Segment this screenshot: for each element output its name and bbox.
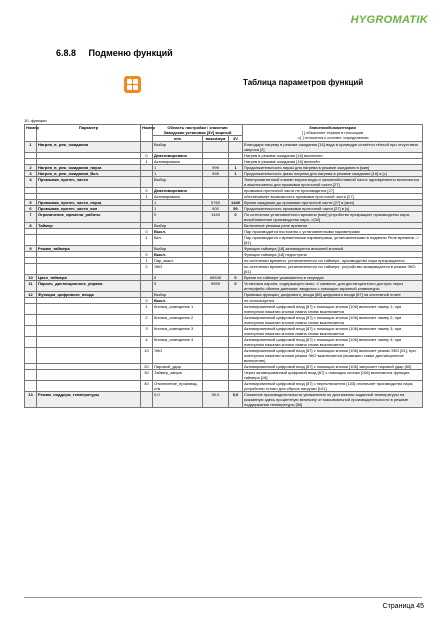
row-value: Продолжительность фазы нагрева для нагрева в режиме ожидания [16] в [с] (243, 171, 423, 177)
row-factory: 0,0 (153, 392, 203, 408)
row-factory: Выбор (153, 292, 203, 298)
row-num: 7 (25, 212, 37, 223)
row-value: Функция таймера [18] активируется внешней кнопкой (243, 246, 423, 252)
row-factory: ЭКО (153, 348, 203, 364)
row-min: 50,0 (203, 392, 229, 408)
row-factory: Выбор (153, 223, 203, 229)
row-min (203, 315, 229, 326)
page-number: Страница 45 (382, 603, 424, 610)
row-value: Продолжительность паузы для нагрева в режиме ожидания в [мин] (243, 165, 423, 171)
row-min (203, 326, 229, 337)
row-value: Активированный цифровой вход [87] с помощью кнопки [106] включает лампу 3; при повторном нажатии кнопки лампа снова выключается (243, 326, 423, 337)
row-factory: Деактивировано (153, 188, 203, 194)
row-min: 900 (203, 206, 229, 212)
row-num (25, 315, 37, 326)
row-max: 0,0 (229, 392, 243, 408)
row-value: Снижение производительности увлажнения по достижении заданной температуры на указанную здесь процентную величину от максимальной производительности в режиме поддержания температуры [56] (243, 392, 423, 408)
row-subnum: 30 (141, 370, 153, 381)
col-header-min: min (153, 136, 203, 142)
row-min (203, 370, 229, 381)
row-factory: Выбор (153, 177, 203, 188)
row-param: Пароль_дистанционное_управл. (37, 281, 141, 292)
row-num (25, 370, 37, 381)
row-max: 1440 (229, 200, 243, 206)
row-param: Промывка_протеч_части_вкл (37, 206, 141, 212)
row-value: не используется (243, 298, 423, 304)
table-row (25, 212, 423, 223)
row-factory: Отключение_производ-ств (153, 381, 203, 392)
header-bar (0, 0, 446, 28)
row-value: по истечении времени, установленного на таймере, устройство возвращается в режим ЭКО [61] (243, 264, 423, 275)
table-row (25, 348, 423, 364)
row-param: Промывка_протеч_части (37, 177, 141, 188)
table-row (25, 235, 423, 246)
row-value: Нагрев в режиме ожидания [16] выключен (243, 153, 423, 159)
table-row (25, 142, 423, 153)
row-factory: 0 (153, 275, 203, 281)
row-factory: Кнопка_освещение 3 (153, 326, 203, 337)
table-row (25, 315, 423, 326)
row-min: 999 (203, 171, 229, 177)
footer-divider (24, 597, 422, 598)
row-max: 0 (229, 275, 243, 281)
row-min: 999 (203, 165, 229, 171)
row-max: 1 (229, 171, 243, 177)
row-subnum (141, 212, 153, 223)
row-min (203, 304, 229, 315)
row-value: Продолжительность промывки проточной части [27] в [с] (243, 206, 423, 212)
table-row (25, 381, 423, 392)
row-max (229, 337, 243, 348)
row-value: Электромагнитный клапан впуска воды и заливной/сливной насос одновременно включаются и выключаются для промывки проточной части [27] (243, 177, 423, 188)
row-min: 1440 (203, 212, 229, 223)
row-num (25, 235, 37, 246)
row-num: 5 (25, 200, 37, 206)
row-factory: Кнопка_освещение 1 (153, 304, 203, 315)
row-max: 0 (229, 212, 243, 223)
table-row (25, 177, 423, 188)
table-row (25, 281, 423, 292)
col-header-values: Значения/Комментарии [ ] объясняет термин в глоссарии ->[ ] относится к соответ. определению (243, 125, 423, 142)
section-title: Подменю функций (88, 48, 173, 58)
row-subnum: 1 (141, 194, 153, 200)
row-max (229, 142, 243, 153)
row-factory: 0 (153, 281, 203, 292)
row-factory: 1 (153, 165, 203, 171)
row-subnum: 40 (141, 381, 153, 392)
row-factory: Вкл. (153, 235, 203, 246)
row-min: 9999 (203, 281, 229, 292)
row-factory: Выкл. (153, 229, 203, 235)
row-value: Активированный цифровой вход [87] с помощью кнопки [106] запускает паровой удар [60] (243, 364, 423, 370)
row-factory: 1 (153, 171, 203, 177)
row-min (203, 177, 229, 188)
row-value: Благодаря нагреву в режиме ожидания [16] вода в цилиндре остаётся тёплой при отсутствии запроса [2] (243, 142, 423, 153)
row-value: Через активированный цифровой вход [87] с помощью кнопки [106] включается функция таймера [18] (243, 370, 423, 381)
col-header-sv: 3V (229, 136, 243, 142)
row-value: Активированный цифровой вход [87] с помощью кнопки [106] включает лампу 4; при повторном нажатии кнопки лампа снова выключается (243, 337, 423, 348)
row-value: Нагрев в режиме ожидания [16] включён (243, 159, 423, 165)
col-header-num2: Номер (141, 125, 153, 142)
function-parameters-table (24, 124, 423, 408)
table-row (25, 392, 423, 408)
row-param (37, 235, 141, 246)
row-factory: 0 (153, 212, 203, 223)
row-subnum (141, 142, 153, 153)
row-factory: Выбор (153, 246, 203, 252)
row-num: 2 (25, 165, 37, 171)
row-value: Активированный цифровой вход [87] с переключателя [103] отключает производство пара; устройство готово для сброса нагрузки [101] (243, 381, 423, 392)
row-max: 50 (229, 206, 243, 212)
row-factory: Паровой_удар (153, 364, 203, 370)
section-heading (56, 48, 173, 58)
row-max (229, 304, 243, 315)
row-param: Нагрев_в_реж_ожидания_пауза (37, 165, 141, 171)
row-subnum: 1 (141, 304, 153, 315)
row-min (203, 142, 229, 153)
row-factory: Пар_выкл. (153, 258, 203, 264)
row-num (25, 381, 37, 392)
row-num: 11 (25, 281, 37, 292)
row-value: Активированный цифровой вход [87] с помощью кнопки [106] включает режим ЭКО [61]; при повторном нажатии кнопки режим ЭКО выключается (возможно также дистанционное включение) (243, 348, 423, 364)
row-param: Режим_поддерж_температуры (37, 392, 141, 408)
row-num (25, 337, 37, 348)
row-param: Цикл_таймера (37, 275, 141, 281)
row-param: Нагрев_в_реж_ожидания (37, 142, 141, 153)
row-param (37, 326, 141, 337)
row-min (203, 235, 229, 246)
row-value: Установка пароля, содержащего макс. 4 символа, для дистанционного доступа через интерфейс обмена данными; вводится с помощью экранной клавиатуры (243, 281, 423, 292)
row-min (203, 264, 229, 275)
row-subnum (141, 392, 153, 408)
table-row (25, 337, 423, 348)
row-factory: Деактивировано (153, 153, 203, 159)
table-title: Таблица параметров функций (243, 78, 364, 87)
row-param (37, 370, 141, 381)
table-caption: 10. функции (24, 118, 47, 123)
row-factory: Выкл. (153, 298, 203, 304)
row-subnum: 0 (141, 188, 153, 194)
col-header-range: Область настройки / значения Заводская установка [3V] жирный (153, 125, 243, 136)
row-max (229, 235, 243, 246)
row-factory: Активировано (153, 159, 203, 165)
row-subnum: 3 (141, 326, 153, 337)
row-num: 8 (25, 223, 37, 229)
row-max (229, 326, 243, 337)
row-max (229, 370, 243, 381)
row-param: Промывка_протеч_части_пауза (37, 200, 141, 206)
table-row (25, 304, 423, 315)
row-factory: Кнопка_освещение 2 (153, 315, 203, 326)
row-max (229, 348, 243, 364)
row-value: Функция таймера [18] недоступна (243, 252, 423, 258)
row-factory: Активировано (153, 194, 203, 200)
row-num: 9 (25, 246, 37, 252)
row-param: Нагрев_в_реж_ожидания_Вкл. (37, 171, 141, 177)
row-max: 0 (229, 281, 243, 292)
row-min (203, 348, 229, 364)
row-min (203, 337, 229, 348)
row-factory: Выкл. (153, 252, 203, 258)
row-subnum: 1 (141, 258, 153, 264)
row-max (229, 381, 243, 392)
row-param: Функция_цифрового_входа (37, 292, 141, 298)
row-value: по истечении времени, установленного на таймере, производство пара прекращается (243, 258, 423, 264)
row-subnum: 1 (141, 159, 153, 165)
row-param (37, 264, 141, 275)
row-max (229, 315, 243, 326)
row-num: 1 (25, 142, 37, 153)
row-max (229, 177, 243, 188)
row-num: 3 (25, 171, 37, 177)
row-value: Пар производится с временными параметрами, установленными в подменю Реле времени ->[81] (243, 235, 423, 246)
hygromatik-logo: HYGROMATIK (350, 14, 428, 26)
row-num (25, 264, 37, 275)
row-value: промывка проточной части не производится [27] (243, 188, 423, 194)
row-subnum: 1 (141, 235, 153, 246)
menu-grid-icon (124, 76, 141, 93)
row-factory: 1 (153, 200, 203, 206)
row-subnum (141, 177, 153, 188)
row-factory: 1 (153, 206, 203, 212)
row-subnum: 0 (141, 229, 153, 235)
row-subnum: 0 (141, 252, 153, 258)
row-min: 65535 (203, 275, 229, 281)
col-header-param: Параметр (37, 125, 141, 142)
row-max (229, 264, 243, 275)
row-value: обеспечивает возможность промывки проточной части [27] (243, 194, 423, 200)
row-factory: Кнопка_освещение 4 (153, 337, 203, 348)
row-value: Время на таймере указывается в секундах (243, 275, 423, 281)
row-num: 12 (25, 292, 37, 298)
row-factory: Выбор (153, 142, 203, 153)
row-num: 10 (25, 275, 37, 281)
row-subnum: 0 (141, 153, 153, 159)
row-num: 4 (25, 177, 37, 188)
row-value: Активированный цифровой вход [87] с помощью кнопки [106] включает лампу 1; при повторном нажатии кнопки лампа снова выключается (243, 304, 423, 315)
row-num (25, 348, 37, 364)
row-num (25, 304, 37, 315)
col-header-num: Номер (25, 125, 37, 142)
row-param: Режим_таймера (37, 246, 141, 252)
row-subnum: 10 (141, 348, 153, 364)
col-header-max: максимум (203, 136, 229, 142)
row-value: По истечении установленного времени [мин] устройство прекращает производство пара; возобновление производства пара ->[32] (243, 212, 423, 223)
row-num (25, 326, 37, 337)
row-param (37, 315, 141, 326)
section-number: 6.8.8 (56, 48, 77, 58)
table-row (25, 370, 423, 381)
row-value: Активированный цифровой вход [87] с помощью кнопки [106] включает лампу 2; при повторном нажатии кнопки лампа снова выключается (243, 315, 423, 326)
row-max: 1 (229, 165, 243, 171)
row-param (37, 381, 141, 392)
row-param (37, 337, 141, 348)
row-subnum (141, 281, 153, 292)
row-min (203, 381, 229, 392)
row-subnum: 2 (141, 315, 153, 326)
row-subnum: 4 (141, 337, 153, 348)
row-subnum: 0 (141, 298, 153, 304)
row-value: Пар производится постоянно с установленными параметрами (243, 229, 423, 235)
row-num: 13 (25, 392, 37, 408)
row-factory: Таймер_запуск (153, 370, 203, 381)
row-param: Таймер (37, 223, 141, 229)
row-min: 5760 (203, 200, 229, 206)
table-row (25, 264, 423, 275)
row-param (37, 348, 141, 364)
row-value: Включение режима реле времени (243, 223, 423, 229)
table-row (25, 326, 423, 337)
row-subnum: 20 (141, 364, 153, 370)
row-value: Время ожидания до промывки проточной части [27] в [мин] (243, 200, 423, 206)
row-num: 6 (25, 206, 37, 212)
row-param: Ограничение_времени_работы (37, 212, 141, 223)
row-value: Привязка функции_цифрового_входа [86] цифрового входа [87] на системной плате (243, 292, 423, 298)
row-param (37, 304, 141, 315)
row-factory: ЭКО (153, 264, 203, 275)
row-subnum: 2 (141, 264, 153, 275)
